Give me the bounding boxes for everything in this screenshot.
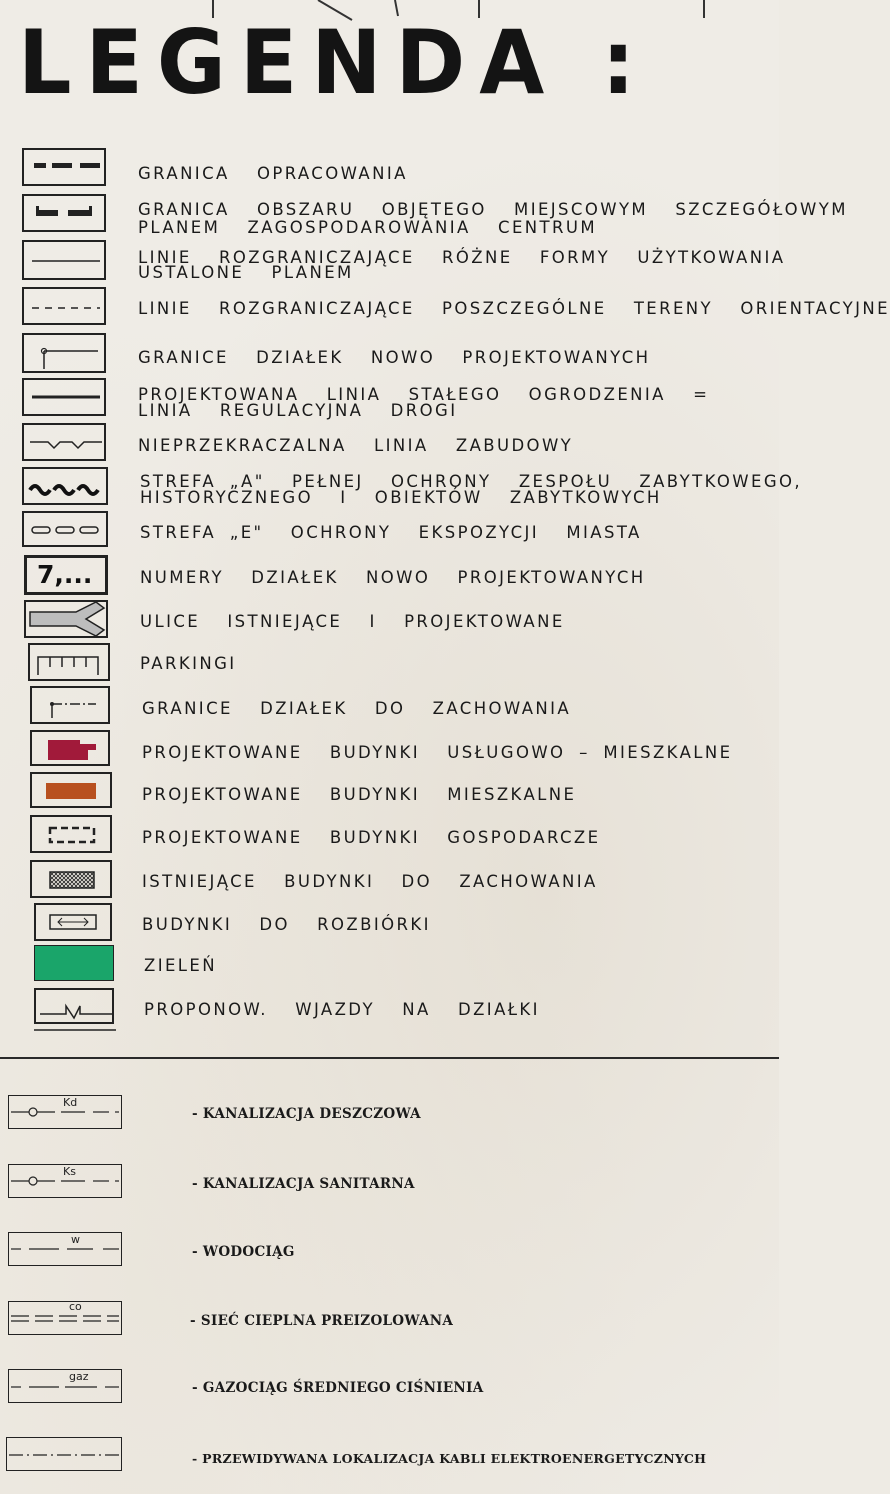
utility-label: - SIEĆ CIEPLNA PREIZOLOWANA (190, 1313, 454, 1329)
legend-label: PARKINGI (140, 654, 237, 673)
legend-label: NIEPRZEKRACZALNA LINIA ZABUDOWY (138, 436, 574, 455)
legend-label: ZIELEŃ (144, 956, 217, 975)
legend-label: GRANICA OBSZARU OBJĘTEGO MIEJSCOWYM SZCZEGÓŁOWYM (138, 200, 848, 219)
parking-icon (28, 643, 110, 681)
farm-building-icon (30, 815, 112, 853)
legend-label: ISTNIEJĄCE BUDYNKI DO ZACHOWANIA (142, 872, 598, 891)
utility-code: gaz (69, 1370, 89, 1383)
legend-label: LINIE ROZGRANICZAJĄCE POSZCZEGÓLNE TERENY ORIENTACYJNE (138, 299, 890, 318)
plot-number-icon (24, 555, 108, 595)
legend-label: BUDYNKI DO ROZBIÓRKI (142, 915, 431, 934)
legend-label: PLANEM ZAGOSPODAROWANIA CENTRUM (138, 218, 597, 237)
oval-chain-icon (22, 511, 108, 547)
legend-label: GRANICA OPRACOWANIA (138, 164, 408, 183)
utility-label: - GAZOCIĄG ŚREDNIEGO CIŚNIENIA (192, 1380, 484, 1396)
legend-title: LEGENDA : (18, 10, 650, 114)
legend-label: PROJEKTOWANE BUDYNKI GOSPODARCZE (142, 828, 601, 847)
residential-icon (30, 772, 112, 808)
services-residential-fill (32, 732, 112, 768)
heating-network-icon (8, 1301, 122, 1335)
demolition-icon (34, 903, 112, 941)
legend-label: NUMERY DZIAŁEK NOWO PROJEKTOWANYCH (140, 568, 646, 587)
water-pipe-icon (8, 1232, 122, 1266)
greenery-icon (34, 945, 114, 981)
section-divider (0, 1057, 779, 1059)
utility-label: - PRZEWIDYWANA LOKALIZACJA KABLI ELEKTROENERGETYCZNYCH (192, 1451, 707, 1466)
building-line-icon (22, 423, 106, 461)
fence-line-icon (22, 378, 106, 416)
utility-label: - WODOCIĄG (192, 1244, 295, 1260)
legend-label: PROJEKTOWANE BUDYNKI USŁUGOWO – MIESZKALNE (142, 743, 733, 762)
legend-label: LINIE ROZGRANICZAJĄCE RÓŻNE FORMY UŻYTKOWANIA (138, 248, 786, 267)
gas-pipe-icon (8, 1369, 122, 1403)
legend-label: LINIA REGULACYJNA DROGI (138, 401, 458, 420)
utility-code: co (69, 1300, 82, 1313)
services-residential-icon (30, 730, 110, 766)
legend-label: STREFA „A" PEŁNEJ OCHRONY ZESPOŁU ZABYTKOWEGO, (140, 472, 803, 491)
wave-line-icon (22, 467, 108, 505)
legend-label: HISTORYCZNEGO I OBIEKTÓW ZABYTKOWYCH (140, 488, 662, 507)
legend-label: PROJEKTOWANA LINIA STAŁEGO OGRODZENIA = (138, 385, 710, 404)
legend-label: GRANICE DZIAŁEK DO ZACHOWANIA (142, 699, 572, 718)
utility-code: Kd (63, 1096, 78, 1109)
new-plot-boundary-icon (22, 333, 106, 373)
kept-plot-boundary-icon (30, 686, 110, 724)
power-cable-icon (6, 1437, 122, 1471)
plot-number-sample: 7,... (37, 560, 93, 589)
street-fork-icon (24, 600, 108, 638)
legend-label: PROPONOW. WJAZDY NA DZIAŁKI (144, 1000, 540, 1019)
legend-label: GRANICE DZIAŁEK NOWO PROJEKTOWANYCH (138, 348, 651, 367)
utility-label: - KANALIZACJA DESZCZOWA (192, 1106, 421, 1122)
storm-sewer-icon (8, 1095, 122, 1129)
utility-code: Ks (63, 1165, 76, 1178)
utility-code: w (71, 1233, 80, 1246)
legend-label: USTALONE PLANEM (138, 263, 354, 282)
area-boundary-icon (22, 194, 106, 232)
boundary-dash-icon (22, 148, 106, 186)
sanitary-sewer-icon (8, 1164, 122, 1198)
legend-label: ULICE ISTNIEJĄCE I PROJEKTOWANE (140, 612, 565, 631)
dashed-line-icon (22, 287, 106, 325)
utility-label: - KANALIZACJA SANITARNA (192, 1176, 415, 1192)
legend-label: STREFA „E" OCHRONY EKSPOZYCJI MIASTA (140, 523, 642, 542)
solid-line-icon (22, 240, 106, 280)
driveway-icon (34, 988, 114, 1024)
existing-building-icon (30, 860, 112, 898)
legend-label: PROJEKTOWANE BUDYNKI MIESZKALNE (142, 785, 577, 804)
